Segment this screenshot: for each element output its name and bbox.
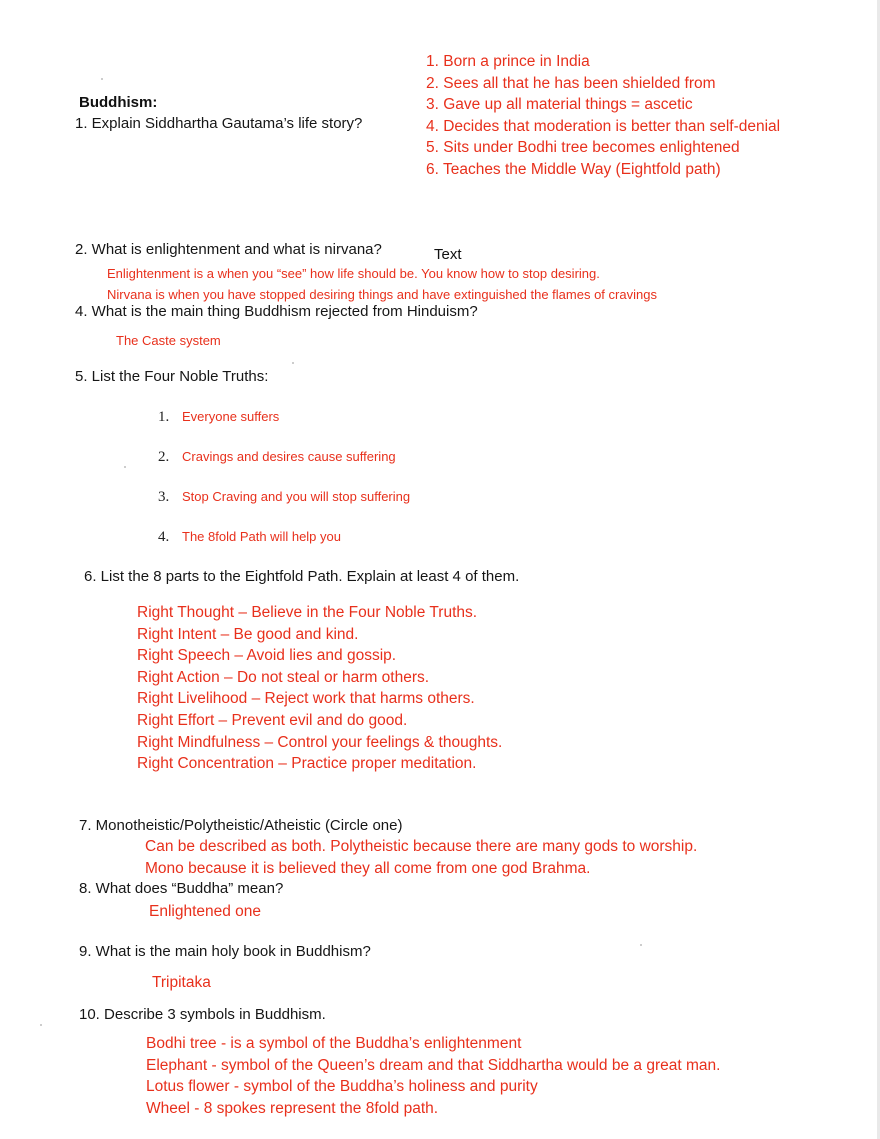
q1-answer-item: 1. Born a prince in India	[426, 53, 590, 70]
symbol-item: Lotus flower - symbol of the Buddha’s holiness and purity	[146, 1078, 538, 1096]
noble-truth-text: Stop Craving and you will stop suffering	[182, 489, 411, 504]
eightfold-item: Right Concentration – Practice proper meditation.	[137, 755, 477, 773]
question-1: 1. Explain Siddhartha Gautama’s life story?	[75, 115, 363, 132]
noble-truth-item	[158, 528, 341, 546]
question-5: 5. List the Four Noble Truths:	[75, 368, 269, 385]
eightfold-item: Right Livelihood – Reject work that harms others.	[137, 690, 475, 708]
noble-truth-item	[158, 488, 410, 506]
q7-answer-line: Can be described as both. Polytheistic because there are many gods to worship.	[145, 838, 698, 855]
q7-answer	[145, 836, 697, 879]
noble-truth-text: The 8fold Path will help you	[182, 529, 341, 544]
noble-truth-number: 2.	[158, 449, 170, 465]
q2-answer-line: Nirvana is when you have stopped desiring things and have extinguished the flames of cravings	[107, 287, 657, 302]
q8-answer: Enlightened one	[149, 903, 262, 920]
q6-answer-list	[137, 602, 502, 775]
noble-truth-number: 3.	[158, 489, 170, 505]
eightfold-item: Right Intent – Be good and kind.	[137, 625, 359, 643]
q4-answer: The Caste system	[116, 333, 221, 348]
q1-answer-list	[426, 51, 780, 181]
stray-text-label: Text	[434, 246, 462, 263]
q1-answer-item: 2. Sees all that he has been shielded from	[426, 74, 716, 92]
symbol-item: Elephant - symbol of the Queen’s dream and that Siddhartha would be a great man.	[146, 1056, 721, 1074]
q1-answer-item: 6. Teaches the Middle Way (Eightfold path)	[426, 160, 721, 178]
question-6: 6. List the 8 parts to the Eightfold Path. Explain at least 4 of them.	[84, 568, 520, 585]
noble-truth-text: Everyone suffers	[182, 409, 280, 424]
scan-speck	[292, 362, 294, 364]
question-9: 9. What is the main holy book in Buddhism?	[79, 943, 371, 960]
noble-truth-item	[158, 448, 396, 466]
symbol-item: Wheel - 8 spokes represent the 8fold path.	[146, 1099, 439, 1117]
q10-answer-list	[146, 1033, 720, 1119]
noble-truth-number: 4.	[158, 529, 170, 545]
scan-speck	[40, 1024, 42, 1026]
question-8: 8. What does “Buddha” mean?	[79, 880, 284, 897]
question-10: 10. Describe 3 symbols in Buddhism.	[79, 1006, 326, 1023]
eightfold-item: Right Effort – Prevent evil and do good.	[137, 711, 408, 729]
noble-truth-item	[158, 408, 279, 426]
scan-speck	[101, 78, 103, 80]
q2-answer	[107, 263, 657, 305]
question-4: 4. What is the main thing Buddhism rejected from Hinduism?	[75, 303, 478, 320]
eightfold-item: Right Speech – Avoid lies and gossip.	[137, 647, 397, 665]
scan-speck	[124, 466, 126, 468]
eightfold-item: Right Mindfulness – Control your feelings & thoughts.	[137, 733, 503, 751]
question-7: 7. Monotheistic/Polytheistic/Atheistic (Circle one)	[79, 817, 403, 834]
q9-answer: Tripitaka	[152, 974, 211, 991]
eightfold-item: Right Thought – Believe in the Four Noble Truths.	[137, 604, 478, 621]
eightfold-item: Right Action – Do not steal or harm others.	[137, 668, 430, 686]
symbol-item: Bodhi tree - is a symbol of the Buddha’s enlightenment	[146, 1035, 522, 1052]
noble-truth-number: 1.	[158, 409, 170, 425]
q2-answer-line: Enlightenment is a when you “see” how life should be. You know how to stop desiring.	[107, 266, 600, 281]
q1-answer-item: 3. Gave up all material things = ascetic	[426, 96, 693, 114]
page-title: Buddhism:	[79, 94, 158, 111]
question-2: 2. What is enlightenment and what is nirvana?	[75, 241, 382, 258]
scan-speck	[640, 944, 642, 946]
q1-answer-item: 4. Decides that moderation is better than self-denial	[426, 117, 781, 135]
noble-truth-text: Cravings and desires cause suffering	[182, 449, 396, 464]
q1-answer-item: 5. Sits under Bodhi tree becomes enlightened	[426, 139, 740, 157]
q7-answer-line: Mono because it is believed they all come from one god Brahma.	[145, 859, 591, 877]
